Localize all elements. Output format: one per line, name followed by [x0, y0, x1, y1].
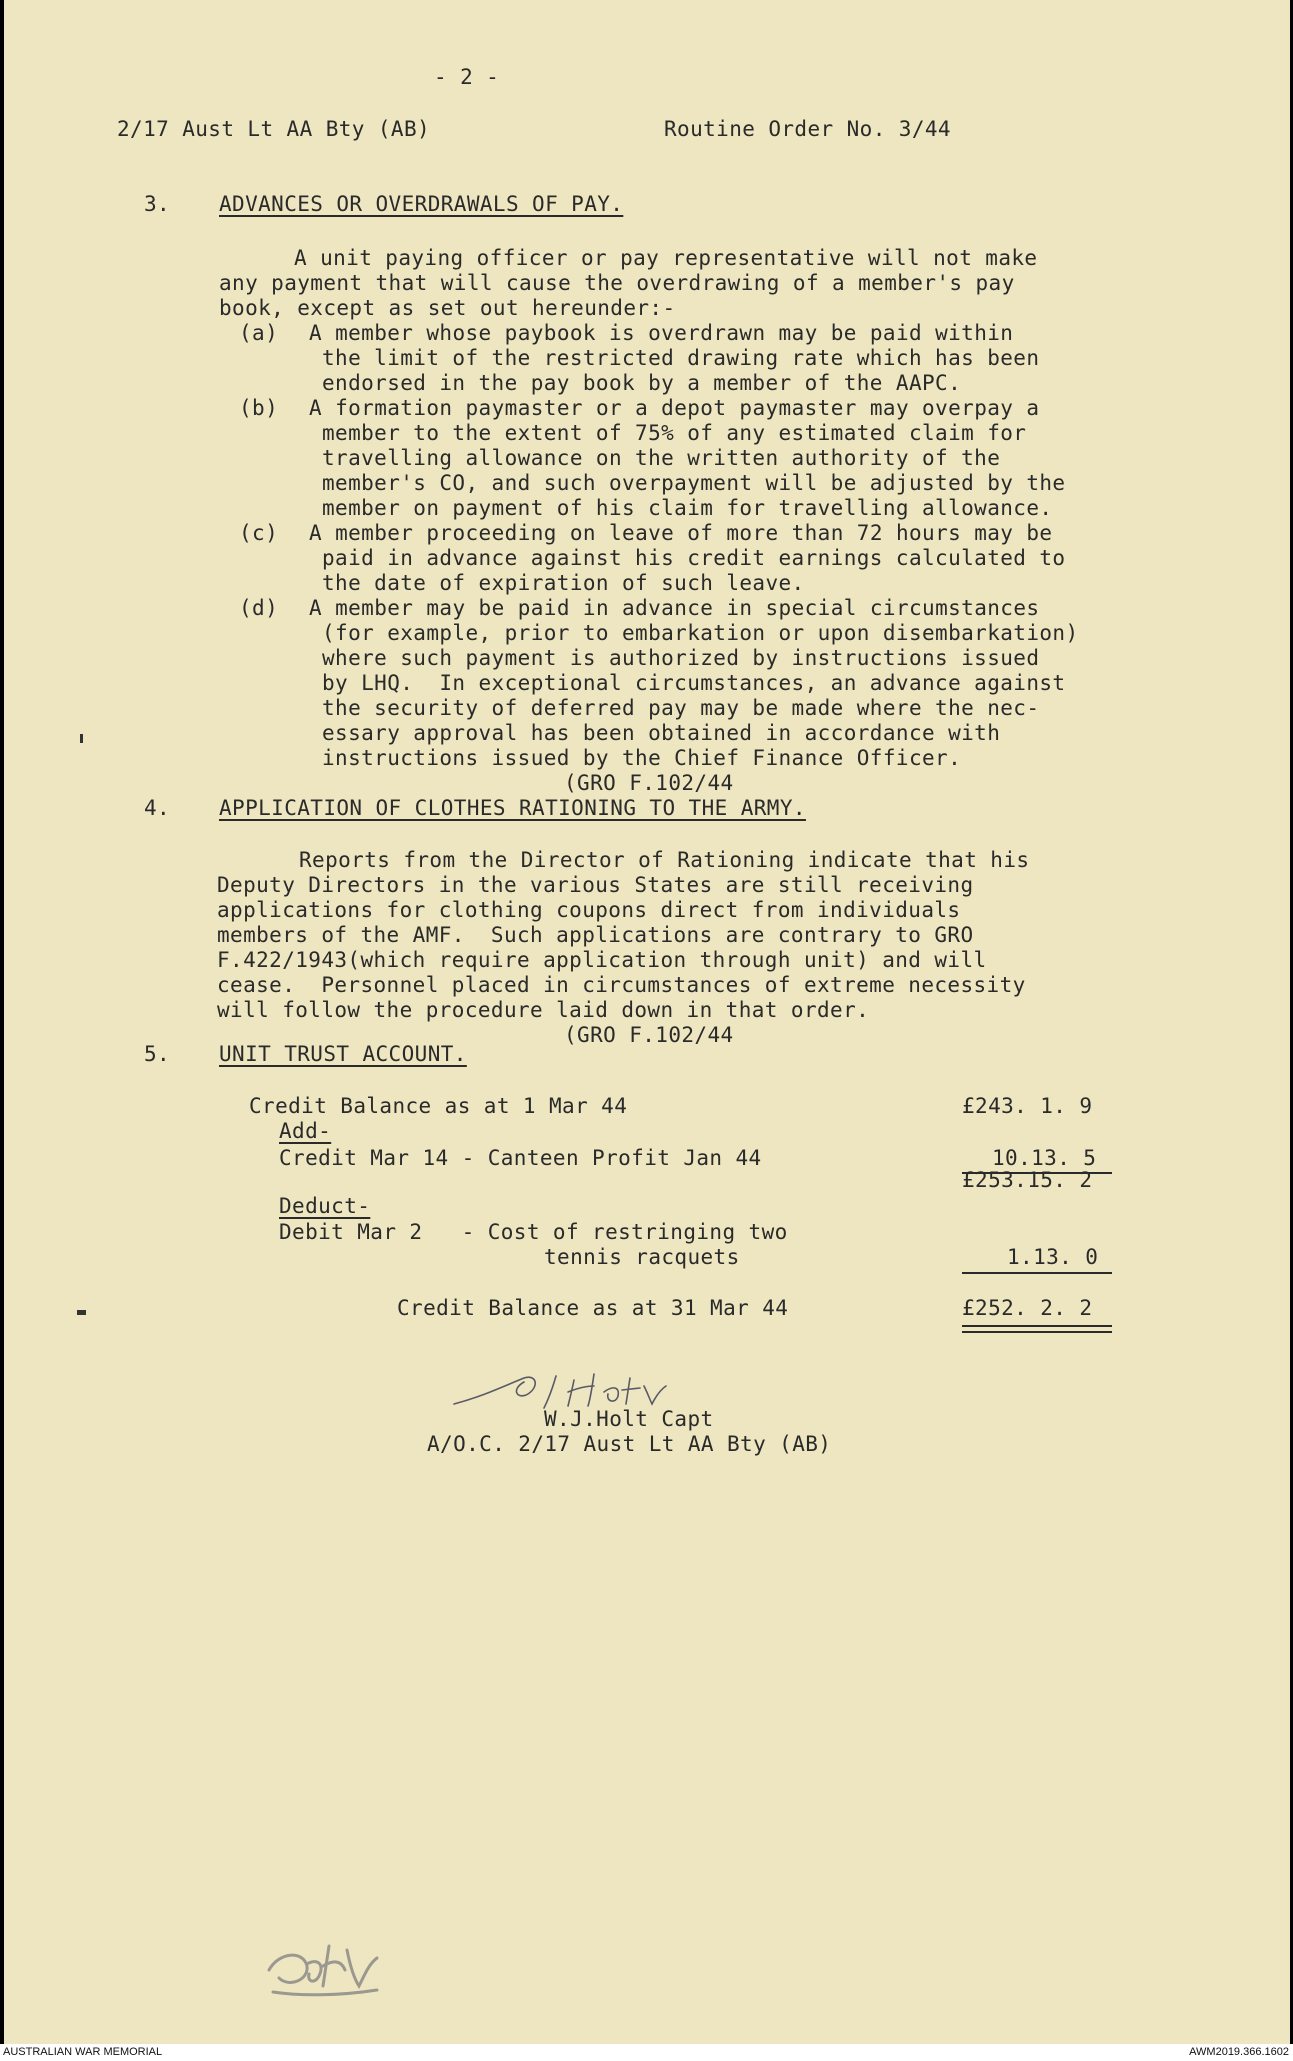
item-c-line: A member proceeding on leave of more than 72 hours may be [309, 521, 1053, 545]
item-a-label: (a) [239, 321, 279, 345]
section-3-title: ADVANCES OR OVERDRAWALS OF PAY. [219, 192, 624, 216]
item-b-line: member to the extent of 75% of any estimated claim for [322, 421, 1027, 445]
subtotal-amount: £253.15. 2 [962, 1168, 1093, 1192]
item-b-line: member on payment of his claim for travelling allowance. [322, 496, 1053, 520]
section-3-intro-line: A unit paying officer or pay representative will not make [294, 246, 1038, 270]
closing-double-rule [962, 1325, 1112, 1327]
item-d-label: (d) [239, 596, 279, 620]
footer-right: AWM2019.366.1602 [1189, 2046, 1289, 2058]
add-item: Credit Mar 14 - Canteen Profit Jan 44 [279, 1146, 762, 1170]
archive-footer [0, 2044, 1293, 2061]
footer-left: AUSTRALIAN WAR MEMORIAL [3, 2046, 163, 2058]
section-3-intro-line: book, except as set out hereunder:- [219, 296, 676, 320]
deduct-item-continued: tennis racquets [544, 1245, 740, 1269]
section-4-reference: (GRO F.102/44 [564, 1023, 734, 1047]
section-5-title: UNIT TRUST ACCOUNT. [219, 1042, 467, 1066]
signatory-title: A/O.C. 2/17 Aust Lt AA Bty (AB) [427, 1432, 832, 1456]
margin-mark [80, 734, 83, 743]
unit-header: 2/17 Aust Lt AA Bty (AB) [117, 117, 431, 141]
margin-mark [77, 1310, 86, 1315]
item-b-label: (b) [239, 396, 279, 420]
item-d-line: the security of deferred pay may be made where the nec- [322, 696, 1040, 720]
opening-balance-amount: £243. 1. 9 [962, 1094, 1093, 1118]
add-heading: Add- [279, 1119, 332, 1143]
section-4-line: Reports from the Director of Rationing indicate that his [299, 848, 1030, 872]
section-3-intro-line: any payment that will cause the overdrawing of a member's pay [219, 271, 1015, 295]
section-4-line: Deputy Directors in the various States are still receiving [217, 873, 974, 897]
closing-balance-amount: £252. 2. 2 [962, 1296, 1093, 1320]
item-b-line: travelling allowance on the written authority of the [322, 446, 1001, 470]
closing-balance-label: Credit Balance as at 31 Mar 44 [397, 1296, 789, 1320]
page-number: - 2 - [434, 65, 500, 89]
deduct-item: Debit Mar 2 - Cost of restringing two [279, 1220, 788, 1244]
item-b-line: A formation paymaster or a depot paymaster may overpay a [309, 396, 1040, 420]
item-b-line: member's CO, and such overpayment will be adjusted by the [322, 471, 1066, 495]
opening-balance-label: Credit Balance as at 1 Mar 44 [249, 1094, 628, 1118]
item-c-line: the date of expiration of such leave. [322, 571, 805, 595]
item-d-line: instructions issued by the Chief Finance Officer. [322, 746, 962, 770]
item-a-line: endorsed in the pay book by a member of the AAPC. [322, 371, 962, 395]
item-a-line: the limit of the restricted drawing rate which has been [322, 346, 1040, 370]
item-a-line: A member whose paybook is overdrawn may be paid within [309, 321, 1014, 345]
section-4-title: APPLICATION OF CLOTHES RATIONING TO THE ARMY. [219, 796, 806, 820]
section-4-line: will follow the procedure laid down in that order. [217, 998, 870, 1022]
section-4-line: members of the AMF. Such applications are contrary to GRO [217, 923, 974, 947]
archive-stamp-mark [259, 1930, 389, 2005]
document-page [4, 0, 1290, 2044]
section-4-number: 4. [144, 796, 171, 820]
section-5-number: 5. [144, 1042, 171, 1066]
deduct-heading: Deduct- [279, 1194, 371, 1218]
section-3-reference: (GRO F.102/44 [564, 771, 734, 795]
closing-double-rule [962, 1331, 1112, 1333]
signatory-name: W.J.Holt Capt [544, 1407, 714, 1431]
item-d-line: by LHQ. In exceptional circumstances, an advance against [322, 671, 1066, 695]
add-amount: 10.13. 5 [992, 1146, 1097, 1170]
section-4-line: applications for clothing coupons direct from individuals [217, 898, 961, 922]
item-d-line: A member may be paid in advance in special circumstances [309, 596, 1040, 620]
routine-order-number: Routine Order No. 3/44 [664, 117, 951, 141]
section-3-number: 3. [144, 192, 171, 216]
item-d-line: essary approval has been obtained in accordance with [322, 721, 1001, 745]
deduct-rule [962, 1272, 1112, 1274]
deduct-amount: 1.13. 0 [1007, 1245, 1099, 1269]
item-d-line: (for example, prior to embarkation or upon disembarkation) [322, 621, 1079, 645]
item-c-line: paid in advance against his credit earnings calculated to [322, 546, 1066, 570]
section-4-line: F.422/1943(which require application through unit) and will [217, 948, 987, 972]
section-4-line: cease. Personnel placed in circumstances of extreme necessity [217, 973, 1026, 997]
item-d-line: where such payment is authorized by instructions issued [322, 646, 1040, 670]
item-c-label: (c) [239, 521, 279, 545]
